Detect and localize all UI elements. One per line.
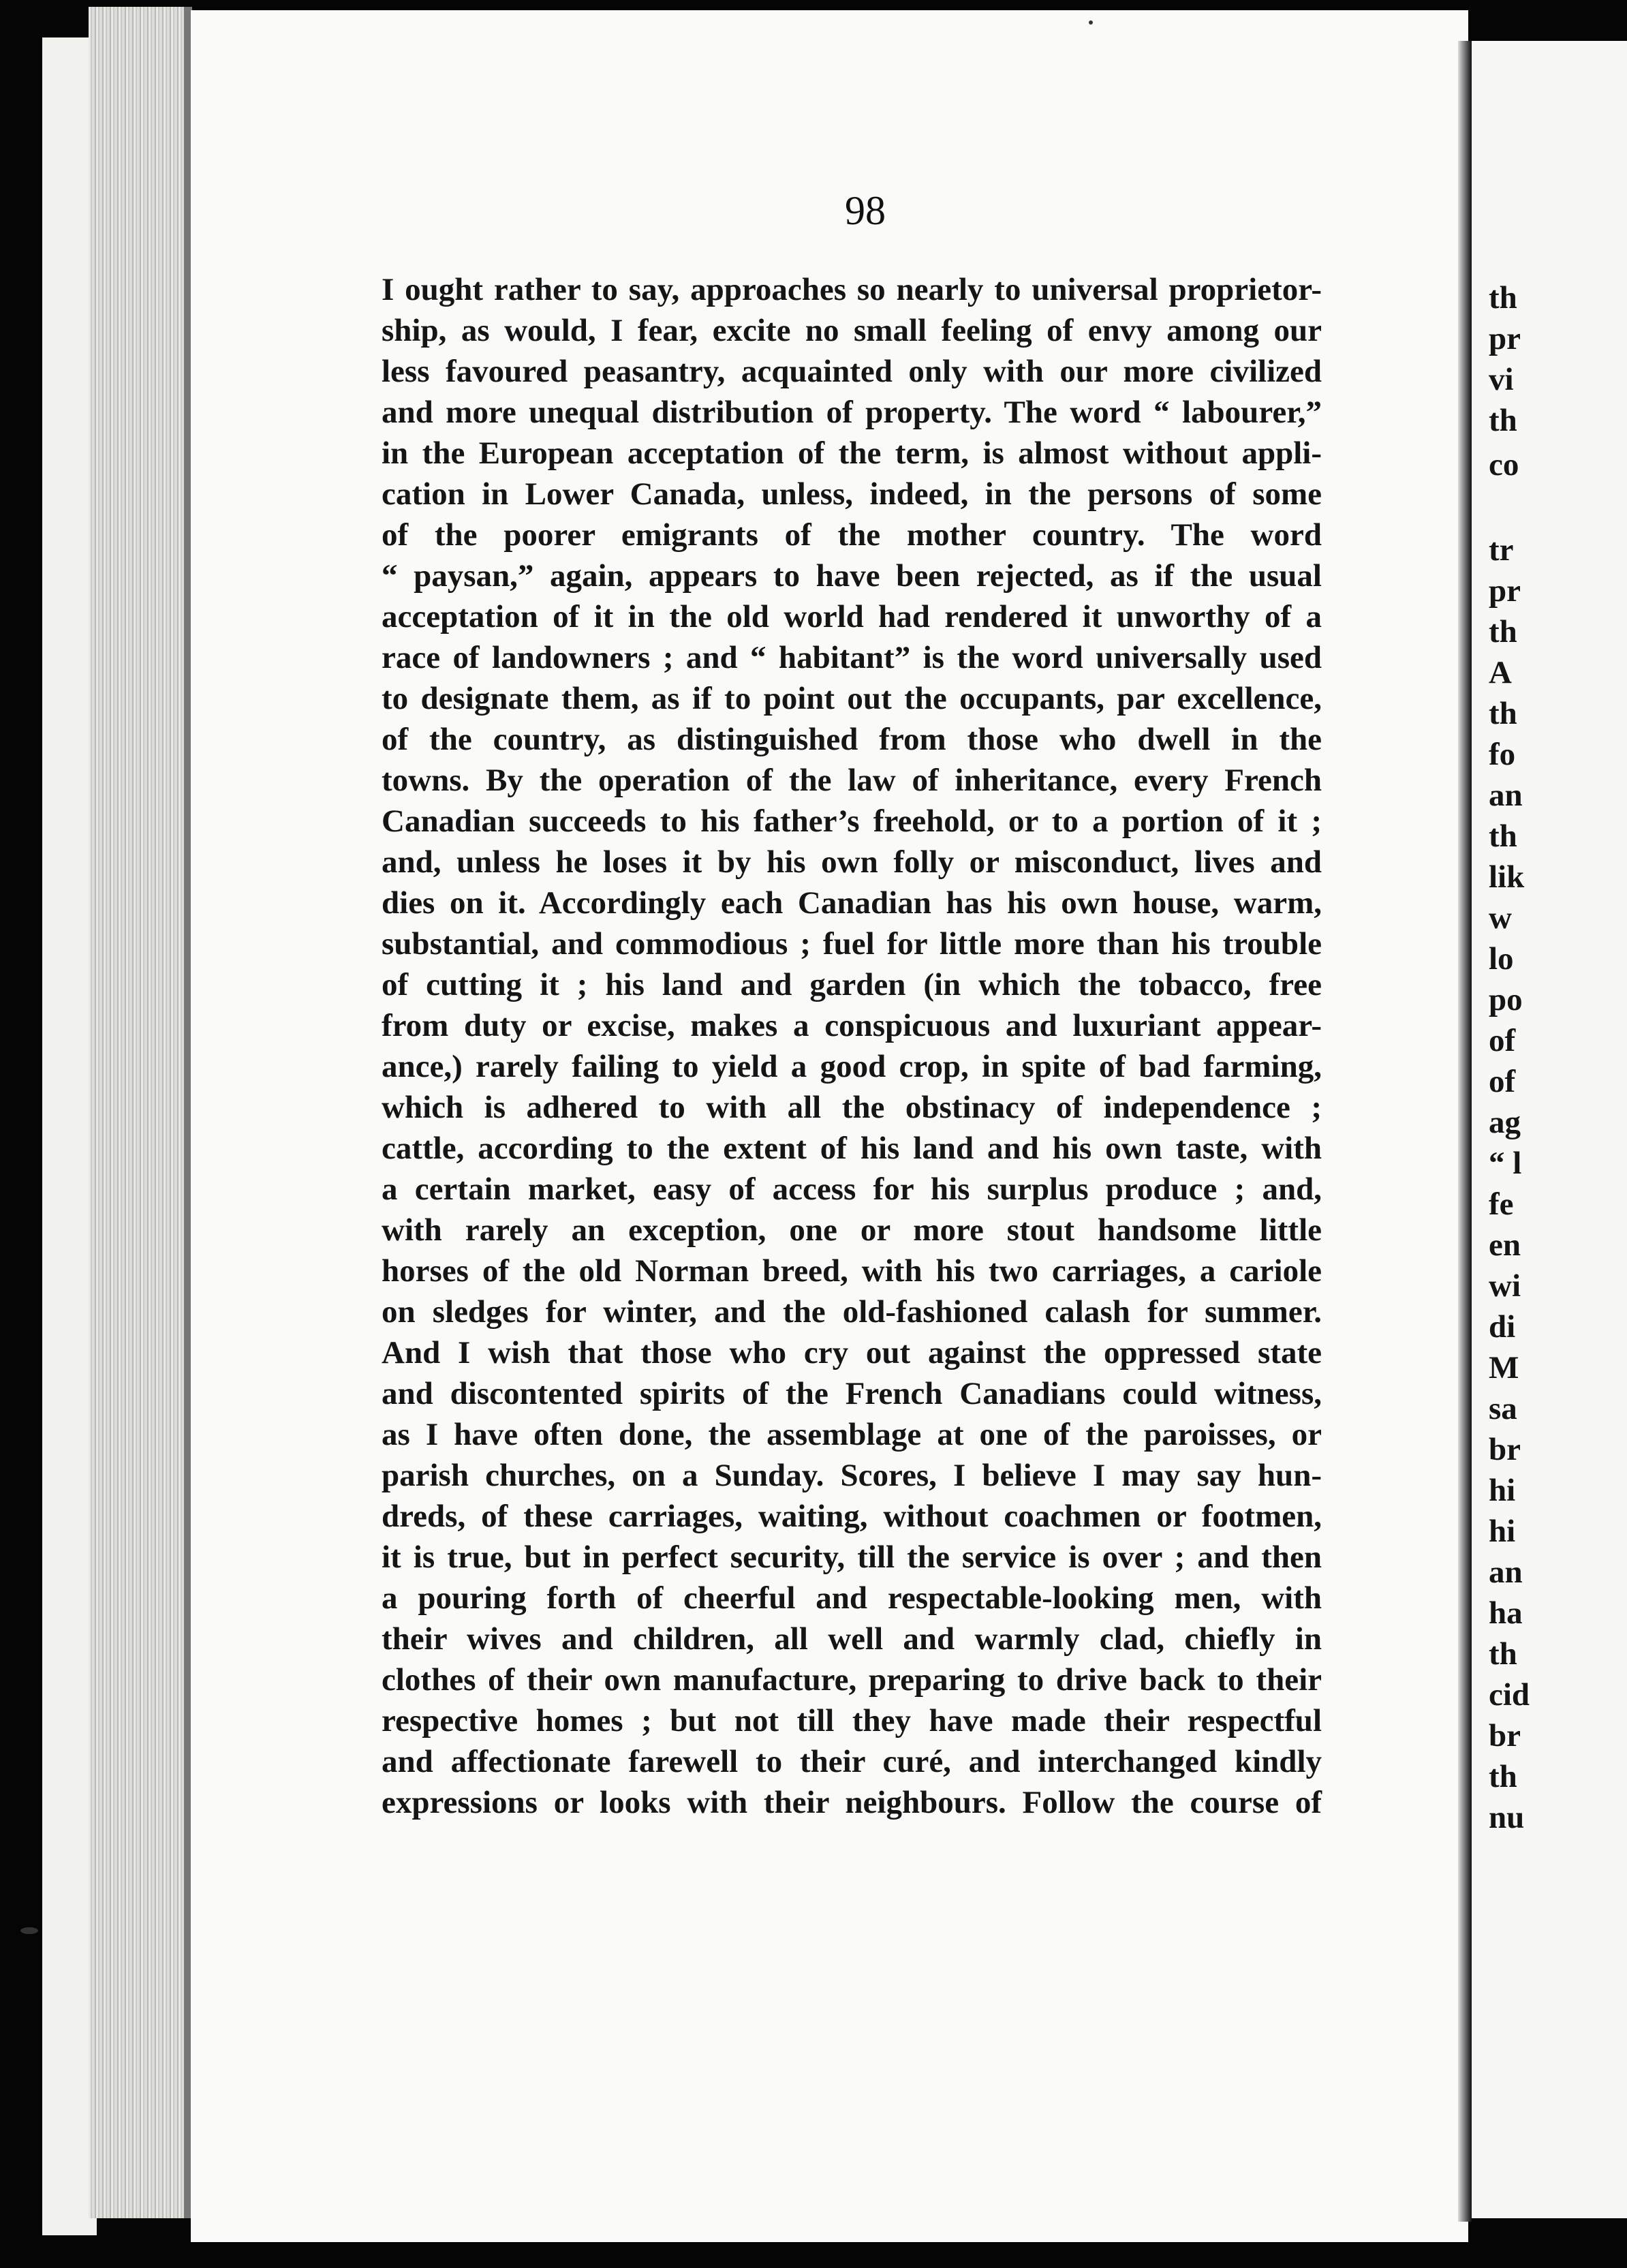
right-page-fragment: hi [1489, 1514, 1516, 1549]
text-line: And I wish that those who cry out against the oppressed state [382, 1335, 1322, 1370]
page-stack-edge [89, 7, 191, 2218]
right-page-fragment: br [1489, 1432, 1521, 1467]
right-page-fragment: fo [1489, 737, 1516, 772]
right-page-fragment: ag [1489, 1105, 1521, 1140]
right-page-fragment: th [1489, 403, 1517, 438]
text-line: it is true, but in perfect security, till the service is over ; and then [382, 1539, 1322, 1575]
right-page-fragment: of [1489, 1064, 1516, 1099]
right-page-fragment: nu [1489, 1800, 1525, 1835]
text-line: ship, as would, I fear, excite no small feeling of envy among our [382, 313, 1322, 348]
text-line: and affectionate farewell to their curé, and interchanged kindly [382, 1744, 1322, 1779]
right-page-fragment: w [1489, 900, 1512, 936]
right-page-fragment: vi [1489, 362, 1514, 397]
right-page-fragment: co [1489, 447, 1519, 482]
text-line: cation in Lower Canada, unless, indeed, in the persons of some [382, 476, 1322, 512]
right-page-fragment: A [1489, 655, 1512, 690]
text-line: ance,) rarely failing to yield a good crop, in spite of bad farming, [382, 1049, 1322, 1084]
text-line: parish churches, on a Sunday. Scores, I believe I may say hun- [382, 1458, 1322, 1493]
text-line: and discontented spirits of the French Canadians could witness, [382, 1376, 1322, 1411]
text-line: Canadian succeeds to his father’s freehold, or to a portion of it ; [382, 803, 1322, 839]
text-line: horses of the old Norman breed, with his two carriages, a cariole [382, 1253, 1322, 1289]
text-line: to designate them, as if to point out the occupants, par excellence, [382, 681, 1322, 716]
text-line: clothes of their own manufacture, preparing to drive back to their [382, 1662, 1322, 1698]
text-line: from duty or excise, makes a conspicuous and luxuriant appear- [382, 1008, 1322, 1043]
text-line: substantial, and commodious ; fuel for little more than his trouble [382, 926, 1322, 962]
text-line: of the poorer emigrants of the mother country. The word [382, 517, 1322, 553]
text-line: “ paysan,” again, appears to have been rejected, as if the usual [382, 558, 1322, 594]
text-line: less favoured peasantry, acquainted only with our more civilized [382, 354, 1322, 389]
right-page-fragment: an [1489, 778, 1523, 813]
speck [1089, 20, 1093, 25]
text-line: which is adhered to with all the obstinacy of independence ; [382, 1090, 1322, 1125]
right-page-fragment: th [1489, 614, 1517, 649]
right-page-fragment: an [1489, 1554, 1523, 1590]
right-page-fragment: hi [1489, 1473, 1516, 1508]
text-line: and, unless he loses it by his own folly or misconduct, lives and [382, 844, 1322, 880]
right-page-fragment: th [1489, 696, 1517, 731]
book-gutter [1458, 41, 1472, 2222]
page-number: 98 [845, 188, 886, 233]
right-page-fragment: th [1489, 818, 1517, 854]
right-page-fragment: wi [1489, 1268, 1521, 1304]
right-page-fragment: br [1489, 1718, 1521, 1753]
text-line: I ought rather to say, approaches so nearly to universal proprietor- [382, 272, 1322, 307]
right-page-fragment: “ l [1489, 1146, 1522, 1181]
right-page-fragment: lo [1489, 941, 1514, 977]
right-page-fragment: lik [1489, 859, 1525, 895]
body-text [382, 269, 1322, 1823]
text-line: towns. By the operation of the law of inheritance, every French [382, 763, 1322, 798]
right-page-fragment: en [1489, 1227, 1521, 1263]
text-line: with rarely an exception, one or more stout handsome little [382, 1212, 1322, 1248]
text-line: cattle, according to the extent of his land and his own taste, with [382, 1131, 1322, 1166]
text-line: acceptation of it in the old world had rendered it unworthy of a [382, 599, 1322, 634]
right-page-fragment: M [1489, 1350, 1519, 1385]
text-line: and more unequal distribution of property. The word “ labourer,” [382, 395, 1322, 430]
text-line: a pouring forth of cheerful and respectable-looking men, with [382, 1580, 1322, 1616]
text-line: dies on it. Accordingly each Canadian has his own house, warm, [382, 885, 1322, 921]
speck [20, 1927, 38, 1934]
right-page-fragment: tr [1489, 532, 1514, 568]
right-page-fragment: of [1489, 1023, 1516, 1058]
text-line: a certain market, easy of access for his surplus produce ; and, [382, 1171, 1322, 1207]
right-page-fragment: pr [1489, 321, 1521, 356]
text-line: respective homes ; but not till they have made their respectful [382, 1703, 1322, 1738]
text-line: dreds, of these carriages, waiting, without coachmen or footmen, [382, 1499, 1322, 1534]
text-line: expressions or looks with their neighbours. Follow the course of [382, 1785, 1322, 1820]
text-line: as I have often done, the assemblage at one of the paroisses, or [382, 1417, 1322, 1452]
text-line: on sledges for winter, and the old-fashioned calash for summer. [382, 1294, 1322, 1330]
text-line: of cutting it ; his land and garden (in which the tobacco, free [382, 967, 1322, 1002]
text-line: race of landowners ; and “ habitant” is the word universally used [382, 640, 1322, 675]
right-page-fragment: pr [1489, 573, 1521, 609]
right-page-fragment: sa [1489, 1391, 1517, 1426]
right-page-fragment: th [1489, 1636, 1517, 1672]
text-line: of the country, as distinguished from those who dwell in the [382, 722, 1322, 757]
text-line: their wives and children, all well and warmly clad, chiefly in [382, 1621, 1322, 1657]
right-page-fragment: th [1489, 280, 1517, 316]
right-page-fragment: ha [1489, 1595, 1523, 1631]
right-page-fragment: cid [1489, 1677, 1530, 1713]
right-page-fragment: di [1489, 1309, 1516, 1345]
right-page-fragment: po [1489, 982, 1523, 1017]
right-page-fragment: th [1489, 1759, 1517, 1794]
right-page-fragment: fe [1489, 1186, 1514, 1222]
text-line: in the European acceptation of the term, is almost without appli- [382, 435, 1322, 471]
